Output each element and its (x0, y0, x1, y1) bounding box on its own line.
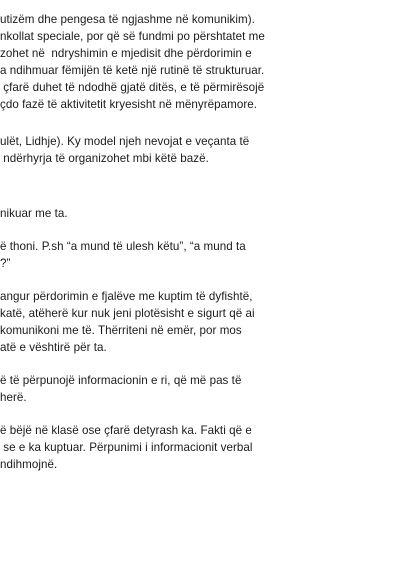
text-line: çdo fazë të aktivitetit kryesisht në mënyrëpamore. (0, 98, 258, 111)
text-line: atë e vështirë për ta. (0, 341, 107, 354)
text-line: ndihmojnë. (0, 458, 58, 471)
text-line: ulët, Lidhje). Ky model njeh nevojat e veçanta të (0, 135, 250, 148)
text-line: komunikoni me të. Thërriteni në emër, por mos (0, 324, 242, 337)
text-line: se e ka kuptuar. Përpunimi i informacionit verbal (0, 441, 253, 454)
text-line: katë, atëherë kur nuk jeni plotësisht e sigurt që ai (0, 307, 255, 320)
text-line: herë. (0, 391, 27, 404)
text-line: nkollat speciale, por që së fundmi po përshtatet me (0, 30, 265, 43)
text-line: ?” (0, 257, 11, 270)
text-line: ë thoni. P.sh “a mund të ulesh këtu”, “a mund ta (0, 240, 246, 253)
text-line: nikuar me ta. (0, 207, 68, 220)
text-line: ë bëjë në klasë ose çfarë detyrash ka. Fakti që e (0, 424, 252, 437)
text-line: angur përdorimin e fjalëve me kuptim të dyfishtë, (0, 290, 253, 303)
text-line: utizëm dhe pengesa të ngjashme në komunikim). (0, 13, 255, 26)
text-line: a ndihmuar fëmijën të ketë një rutinë të strukturuar. (0, 64, 265, 77)
text-line: ndërhyrja të organizohet mbi këtë bazë. (0, 152, 209, 165)
text-line: ë të përpunojë informacionin e ri, që më pas të (0, 374, 242, 387)
text-line: zohet në ndryshimin e mjedisit dhe përdorimin e (0, 47, 252, 60)
text-line: çfarë duhet të ndodhë gjatë ditës, e të përmirësojë (0, 81, 265, 94)
